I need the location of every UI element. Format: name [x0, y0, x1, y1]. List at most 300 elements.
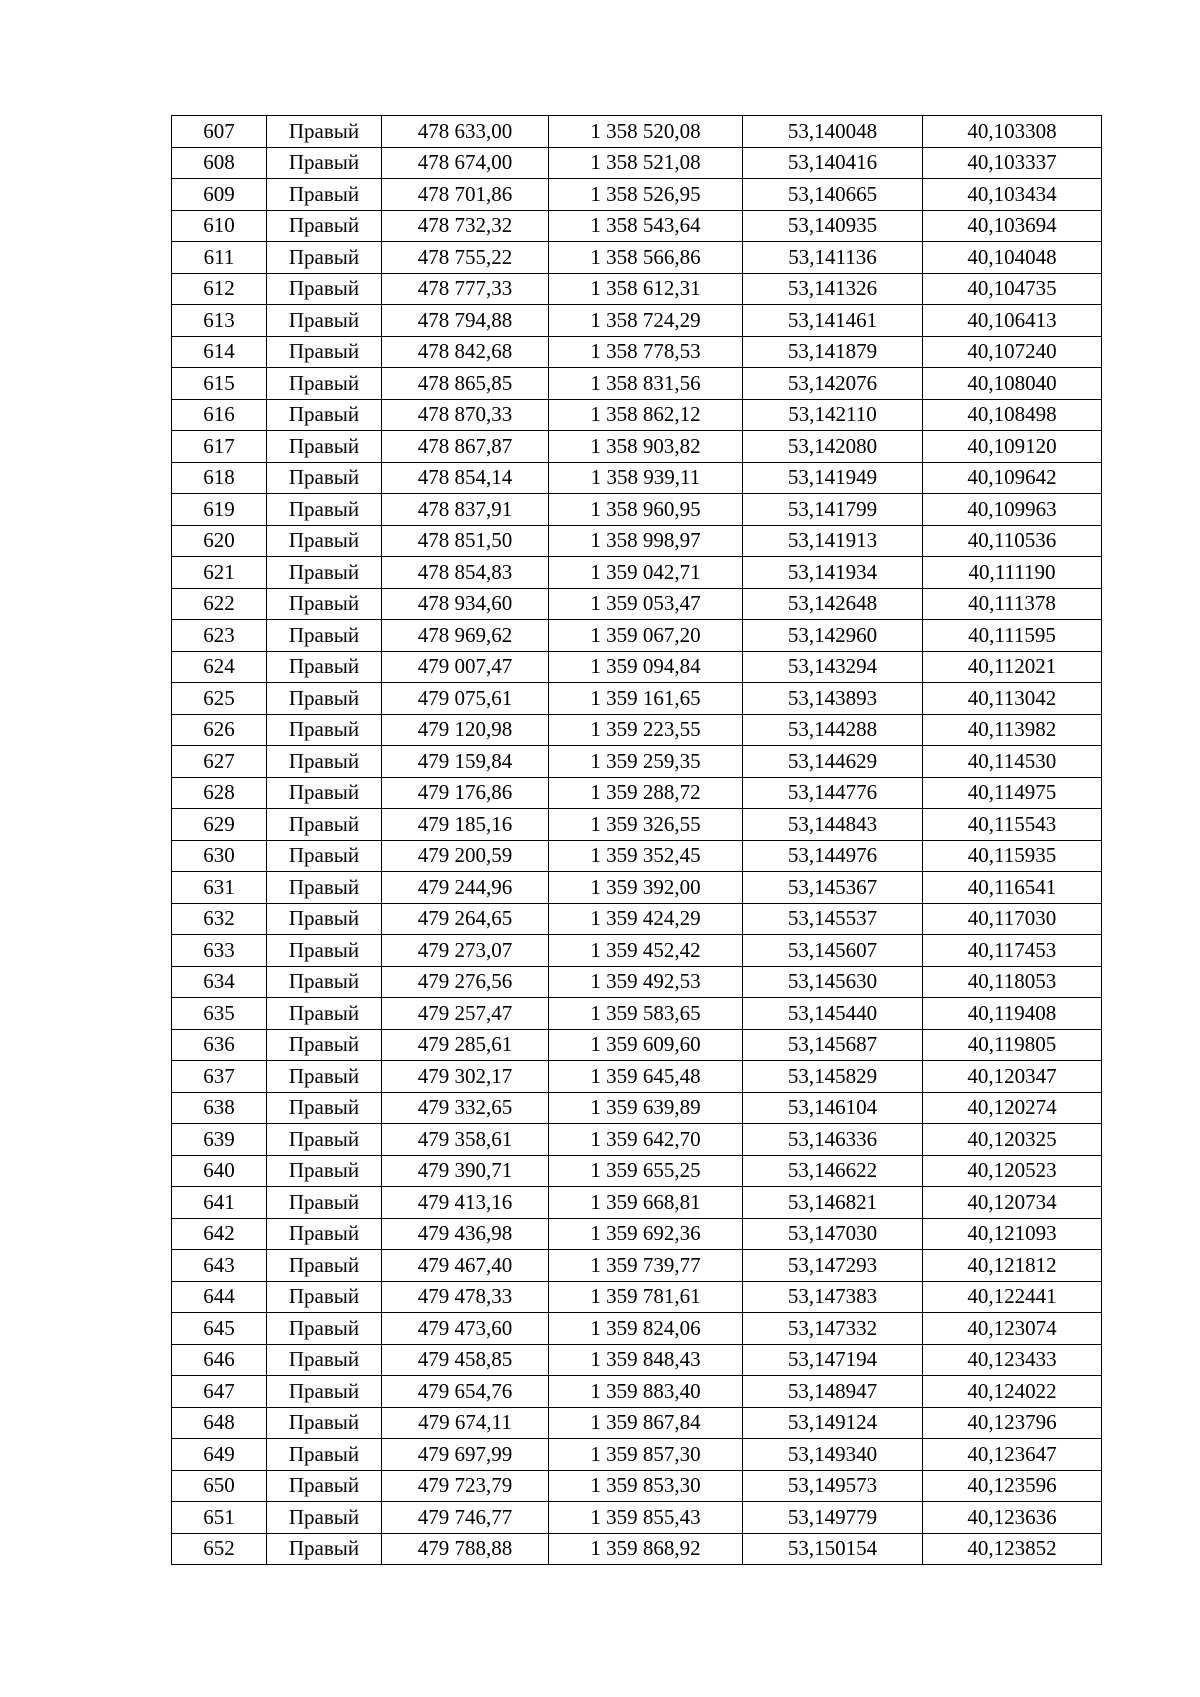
x-coordinate-cell: 479 788,88	[382, 1533, 549, 1565]
longitude-cell: 40,112021	[923, 651, 1102, 683]
table-row	[172, 147, 1102, 179]
latitude-cell: 53,146821	[743, 1187, 923, 1219]
point-number-cell: 635	[172, 998, 267, 1030]
table-row	[172, 620, 1102, 652]
y-coordinate-cell: 1 359 868,92	[549, 1533, 743, 1565]
side-cell: Правый	[267, 1313, 382, 1345]
longitude-cell: 40,111595	[923, 620, 1102, 652]
side-cell: Правый	[267, 1376, 382, 1408]
y-coordinate-cell: 1 359 326,55	[549, 809, 743, 841]
point-number-cell: 640	[172, 1155, 267, 1187]
point-number-cell: 615	[172, 368, 267, 400]
table-row	[172, 431, 1102, 463]
y-coordinate-cell: 1 359 609,60	[549, 1029, 743, 1061]
y-coordinate-cell: 1 359 042,71	[549, 557, 743, 589]
table-row	[172, 242, 1102, 274]
x-coordinate-cell: 478 865,85	[382, 368, 549, 400]
longitude-cell: 40,107240	[923, 336, 1102, 368]
y-coordinate-cell: 1 359 867,84	[549, 1407, 743, 1439]
latitude-cell: 53,149573	[743, 1470, 923, 1502]
latitude-cell: 53,147383	[743, 1281, 923, 1313]
side-cell: Правый	[267, 147, 382, 179]
coordinates-table	[171, 115, 1102, 1565]
longitude-cell: 40,108498	[923, 399, 1102, 431]
longitude-cell: 40,120734	[923, 1187, 1102, 1219]
x-coordinate-cell: 478 633,00	[382, 116, 549, 148]
longitude-cell: 40,108040	[923, 368, 1102, 400]
longitude-cell: 40,123636	[923, 1502, 1102, 1534]
latitude-cell: 53,149779	[743, 1502, 923, 1534]
latitude-cell: 53,145829	[743, 1061, 923, 1093]
coordinates-table-body	[172, 116, 1102, 1565]
side-cell: Правый	[267, 966, 382, 998]
point-number-cell: 650	[172, 1470, 267, 1502]
table-row	[172, 305, 1102, 337]
longitude-cell: 40,121093	[923, 1218, 1102, 1250]
point-number-cell: 611	[172, 242, 267, 274]
table-row	[172, 683, 1102, 715]
y-coordinate-cell: 1 359 855,43	[549, 1502, 743, 1534]
point-number-cell: 625	[172, 683, 267, 715]
y-coordinate-cell: 1 358 939,11	[549, 462, 743, 494]
y-coordinate-cell: 1 359 739,77	[549, 1250, 743, 1282]
longitude-cell: 40,120347	[923, 1061, 1102, 1093]
point-number-cell: 645	[172, 1313, 267, 1345]
latitude-cell: 53,142080	[743, 431, 923, 463]
x-coordinate-cell: 479 185,16	[382, 809, 549, 841]
table-row	[172, 116, 1102, 148]
y-coordinate-cell: 1 359 053,47	[549, 588, 743, 620]
side-cell: Правый	[267, 242, 382, 274]
y-coordinate-cell: 1 358 998,97	[549, 525, 743, 557]
table-row	[172, 1061, 1102, 1093]
x-coordinate-cell: 479 075,61	[382, 683, 549, 715]
latitude-cell: 53,146336	[743, 1124, 923, 1156]
longitude-cell: 40,104048	[923, 242, 1102, 274]
y-coordinate-cell: 1 359 642,70	[549, 1124, 743, 1156]
y-coordinate-cell: 1 359 259,35	[549, 746, 743, 778]
side-cell: Правый	[267, 1344, 382, 1376]
latitude-cell: 53,149124	[743, 1407, 923, 1439]
point-number-cell: 622	[172, 588, 267, 620]
table-row	[172, 1344, 1102, 1376]
longitude-cell: 40,119408	[923, 998, 1102, 1030]
y-coordinate-cell: 1 359 883,40	[549, 1376, 743, 1408]
longitude-cell: 40,122441	[923, 1281, 1102, 1313]
longitude-cell: 40,120523	[923, 1155, 1102, 1187]
point-number-cell: 636	[172, 1029, 267, 1061]
x-coordinate-cell: 479 276,56	[382, 966, 549, 998]
latitude-cell: 53,141799	[743, 494, 923, 526]
table-row	[172, 368, 1102, 400]
point-number-cell: 616	[172, 399, 267, 431]
latitude-cell: 53,144288	[743, 714, 923, 746]
point-number-cell: 632	[172, 903, 267, 935]
table-row	[172, 1029, 1102, 1061]
side-cell: Правый	[267, 840, 382, 872]
point-number-cell: 619	[172, 494, 267, 526]
x-coordinate-cell: 479 697,99	[382, 1439, 549, 1471]
side-cell: Правый	[267, 179, 382, 211]
table-row	[172, 210, 1102, 242]
x-coordinate-cell: 478 867,87	[382, 431, 549, 463]
latitude-cell: 53,140048	[743, 116, 923, 148]
point-number-cell: 609	[172, 179, 267, 211]
x-coordinate-cell: 478 732,32	[382, 210, 549, 242]
side-cell: Правый	[267, 431, 382, 463]
latitude-cell: 53,142076	[743, 368, 923, 400]
latitude-cell: 53,146622	[743, 1155, 923, 1187]
longitude-cell: 40,109120	[923, 431, 1102, 463]
point-number-cell: 629	[172, 809, 267, 841]
latitude-cell: 53,140416	[743, 147, 923, 179]
side-cell: Правый	[267, 935, 382, 967]
table-row	[172, 1092, 1102, 1124]
latitude-cell: 53,142960	[743, 620, 923, 652]
latitude-cell: 53,145630	[743, 966, 923, 998]
side-cell: Правый	[267, 1061, 382, 1093]
point-number-cell: 607	[172, 116, 267, 148]
table-row	[172, 494, 1102, 526]
y-coordinate-cell: 1 359 223,55	[549, 714, 743, 746]
latitude-cell: 53,145537	[743, 903, 923, 935]
y-coordinate-cell: 1 358 862,12	[549, 399, 743, 431]
table-row	[172, 179, 1102, 211]
point-number-cell: 627	[172, 746, 267, 778]
latitude-cell: 53,141949	[743, 462, 923, 494]
latitude-cell: 53,143294	[743, 651, 923, 683]
side-cell: Правый	[267, 273, 382, 305]
longitude-cell: 40,120325	[923, 1124, 1102, 1156]
point-number-cell: 626	[172, 714, 267, 746]
side-cell: Правый	[267, 903, 382, 935]
side-cell: Правый	[267, 1250, 382, 1282]
table-row	[172, 872, 1102, 904]
side-cell: Правый	[267, 1155, 382, 1187]
latitude-cell: 53,140935	[743, 210, 923, 242]
latitude-cell: 53,145687	[743, 1029, 923, 1061]
longitude-cell: 40,111190	[923, 557, 1102, 589]
latitude-cell: 53,141934	[743, 557, 923, 589]
table-row	[172, 399, 1102, 431]
y-coordinate-cell: 1 359 583,65	[549, 998, 743, 1030]
longitude-cell: 40,115543	[923, 809, 1102, 841]
y-coordinate-cell: 1 359 492,53	[549, 966, 743, 998]
y-coordinate-cell: 1 359 288,72	[549, 777, 743, 809]
point-number-cell: 649	[172, 1439, 267, 1471]
latitude-cell: 53,146104	[743, 1092, 923, 1124]
x-coordinate-cell: 479 332,65	[382, 1092, 549, 1124]
x-coordinate-cell: 479 473,60	[382, 1313, 549, 1345]
side-cell: Правый	[267, 1218, 382, 1250]
table-row	[172, 557, 1102, 589]
side-cell: Правый	[267, 1029, 382, 1061]
point-number-cell: 614	[172, 336, 267, 368]
point-number-cell: 613	[172, 305, 267, 337]
side-cell: Правый	[267, 525, 382, 557]
y-coordinate-cell: 1 359 853,30	[549, 1470, 743, 1502]
y-coordinate-cell: 1 359 424,29	[549, 903, 743, 935]
point-number-cell: 638	[172, 1092, 267, 1124]
side-cell: Правый	[267, 1187, 382, 1219]
y-coordinate-cell: 1 359 668,81	[549, 1187, 743, 1219]
x-coordinate-cell: 478 777,33	[382, 273, 549, 305]
y-coordinate-cell: 1 359 067,20	[549, 620, 743, 652]
longitude-cell: 40,113042	[923, 683, 1102, 715]
table-row	[172, 1250, 1102, 1282]
point-number-cell: 639	[172, 1124, 267, 1156]
y-coordinate-cell: 1 359 781,61	[549, 1281, 743, 1313]
side-cell: Правый	[267, 1533, 382, 1565]
y-coordinate-cell: 1 359 639,89	[549, 1092, 743, 1124]
point-number-cell: 618	[172, 462, 267, 494]
side-cell: Правый	[267, 494, 382, 526]
side-cell: Правый	[267, 1502, 382, 1534]
longitude-cell: 40,123074	[923, 1313, 1102, 1345]
longitude-cell: 40,123852	[923, 1533, 1102, 1565]
point-number-cell: 637	[172, 1061, 267, 1093]
table-row	[172, 1470, 1102, 1502]
x-coordinate-cell: 479 200,59	[382, 840, 549, 872]
side-cell: Правый	[267, 1124, 382, 1156]
x-coordinate-cell: 479 159,84	[382, 746, 549, 778]
longitude-cell: 40,116541	[923, 872, 1102, 904]
longitude-cell: 40,103434	[923, 179, 1102, 211]
side-cell: Правый	[267, 462, 382, 494]
x-coordinate-cell: 479 302,17	[382, 1061, 549, 1093]
side-cell: Правый	[267, 651, 382, 683]
side-cell: Правый	[267, 368, 382, 400]
table-row	[172, 809, 1102, 841]
longitude-cell: 40,106413	[923, 305, 1102, 337]
y-coordinate-cell: 1 358 612,31	[549, 273, 743, 305]
longitude-cell: 40,123647	[923, 1439, 1102, 1471]
x-coordinate-cell: 478 701,86	[382, 179, 549, 211]
side-cell: Правый	[267, 1470, 382, 1502]
x-coordinate-cell: 479 273,07	[382, 935, 549, 967]
y-coordinate-cell: 1 359 692,36	[549, 1218, 743, 1250]
x-coordinate-cell: 479 285,61	[382, 1029, 549, 1061]
table-row	[172, 588, 1102, 620]
y-coordinate-cell: 1 358 543,64	[549, 210, 743, 242]
latitude-cell: 53,144843	[743, 809, 923, 841]
side-cell: Правый	[267, 683, 382, 715]
table-row	[172, 462, 1102, 494]
x-coordinate-cell: 479 257,47	[382, 998, 549, 1030]
latitude-cell: 53,140665	[743, 179, 923, 211]
longitude-cell: 40,121812	[923, 1250, 1102, 1282]
latitude-cell: 53,145440	[743, 998, 923, 1030]
point-number-cell: 617	[172, 431, 267, 463]
y-coordinate-cell: 1 359 094,84	[549, 651, 743, 683]
y-coordinate-cell: 1 359 857,30	[549, 1439, 743, 1471]
side-cell: Правый	[267, 746, 382, 778]
longitude-cell: 40,109642	[923, 462, 1102, 494]
longitude-cell: 40,123796	[923, 1407, 1102, 1439]
table-row	[172, 840, 1102, 872]
point-number-cell: 608	[172, 147, 267, 179]
x-coordinate-cell: 478 842,68	[382, 336, 549, 368]
x-coordinate-cell: 479 723,79	[382, 1470, 549, 1502]
point-number-cell: 651	[172, 1502, 267, 1534]
x-coordinate-cell: 478 794,88	[382, 305, 549, 337]
point-number-cell: 634	[172, 966, 267, 998]
latitude-cell: 53,141326	[743, 273, 923, 305]
table-row	[172, 1376, 1102, 1408]
longitude-cell: 40,111378	[923, 588, 1102, 620]
point-number-cell: 633	[172, 935, 267, 967]
x-coordinate-cell: 479 467,40	[382, 1250, 549, 1282]
latitude-cell: 53,141461	[743, 305, 923, 337]
x-coordinate-cell: 479 007,47	[382, 651, 549, 683]
latitude-cell: 53,142648	[743, 588, 923, 620]
y-coordinate-cell: 1 359 824,06	[549, 1313, 743, 1345]
y-coordinate-cell: 1 358 520,08	[549, 116, 743, 148]
side-cell: Правый	[267, 998, 382, 1030]
latitude-cell: 53,144776	[743, 777, 923, 809]
x-coordinate-cell: 479 478,33	[382, 1281, 549, 1313]
table-row	[172, 1124, 1102, 1156]
latitude-cell: 53,143893	[743, 683, 923, 715]
longitude-cell: 40,119805	[923, 1029, 1102, 1061]
y-coordinate-cell: 1 359 655,25	[549, 1155, 743, 1187]
point-number-cell: 610	[172, 210, 267, 242]
point-number-cell: 646	[172, 1344, 267, 1376]
table-row	[172, 903, 1102, 935]
longitude-cell: 40,120274	[923, 1092, 1102, 1124]
latitude-cell: 53,144629	[743, 746, 923, 778]
point-number-cell: 631	[172, 872, 267, 904]
x-coordinate-cell: 479 746,77	[382, 1502, 549, 1534]
point-number-cell: 641	[172, 1187, 267, 1219]
longitude-cell: 40,117453	[923, 935, 1102, 967]
side-cell: Правый	[267, 336, 382, 368]
x-coordinate-cell: 479 390,71	[382, 1155, 549, 1187]
latitude-cell: 53,147293	[743, 1250, 923, 1282]
table-row	[172, 1155, 1102, 1187]
side-cell: Правый	[267, 1092, 382, 1124]
x-coordinate-cell: 479 244,96	[382, 872, 549, 904]
point-number-cell: 628	[172, 777, 267, 809]
table-row	[172, 935, 1102, 967]
longitude-cell: 40,123433	[923, 1344, 1102, 1376]
latitude-cell: 53,145607	[743, 935, 923, 967]
side-cell: Правый	[267, 557, 382, 589]
y-coordinate-cell: 1 359 848,43	[549, 1344, 743, 1376]
latitude-cell: 53,150154	[743, 1533, 923, 1565]
point-number-cell: 620	[172, 525, 267, 557]
longitude-cell: 40,103694	[923, 210, 1102, 242]
table-row	[172, 1407, 1102, 1439]
y-coordinate-cell: 1 358 778,53	[549, 336, 743, 368]
point-number-cell: 643	[172, 1250, 267, 1282]
table-row	[172, 1187, 1102, 1219]
x-coordinate-cell: 478 854,83	[382, 557, 549, 589]
side-cell: Правый	[267, 777, 382, 809]
table-row	[172, 336, 1102, 368]
side-cell: Правый	[267, 809, 382, 841]
y-coordinate-cell: 1 359 392,00	[549, 872, 743, 904]
table-row	[172, 273, 1102, 305]
x-coordinate-cell: 478 851,50	[382, 525, 549, 557]
latitude-cell: 53,147332	[743, 1313, 923, 1345]
point-number-cell: 612	[172, 273, 267, 305]
side-cell: Правый	[267, 588, 382, 620]
x-coordinate-cell: 479 358,61	[382, 1124, 549, 1156]
table-row	[172, 714, 1102, 746]
latitude-cell: 53,147194	[743, 1344, 923, 1376]
x-coordinate-cell: 479 654,76	[382, 1376, 549, 1408]
longitude-cell: 40,124022	[923, 1376, 1102, 1408]
y-coordinate-cell: 1 359 645,48	[549, 1061, 743, 1093]
y-coordinate-cell: 1 358 960,95	[549, 494, 743, 526]
latitude-cell: 53,147030	[743, 1218, 923, 1250]
table-row	[172, 1218, 1102, 1250]
x-coordinate-cell: 478 837,91	[382, 494, 549, 526]
longitude-cell: 40,103308	[923, 116, 1102, 148]
side-cell: Правый	[267, 116, 382, 148]
longitude-cell: 40,110536	[923, 525, 1102, 557]
side-cell: Правый	[267, 399, 382, 431]
longitude-cell: 40,103337	[923, 147, 1102, 179]
longitude-cell: 40,114530	[923, 746, 1102, 778]
longitude-cell: 40,118053	[923, 966, 1102, 998]
x-coordinate-cell: 478 674,00	[382, 147, 549, 179]
y-coordinate-cell: 1 358 521,08	[549, 147, 743, 179]
longitude-cell: 40,109963	[923, 494, 1102, 526]
table-row	[172, 1533, 1102, 1565]
x-coordinate-cell: 479 674,11	[382, 1407, 549, 1439]
latitude-cell: 53,141136	[743, 242, 923, 274]
latitude-cell: 53,144976	[743, 840, 923, 872]
side-cell: Правый	[267, 872, 382, 904]
y-coordinate-cell: 1 358 566,86	[549, 242, 743, 274]
point-number-cell: 630	[172, 840, 267, 872]
table-row	[172, 746, 1102, 778]
x-coordinate-cell: 478 755,22	[382, 242, 549, 274]
side-cell: Правый	[267, 305, 382, 337]
x-coordinate-cell: 478 854,14	[382, 462, 549, 494]
side-cell: Правый	[267, 1281, 382, 1313]
latitude-cell: 53,145367	[743, 872, 923, 904]
longitude-cell: 40,104735	[923, 273, 1102, 305]
x-coordinate-cell: 478 969,62	[382, 620, 549, 652]
y-coordinate-cell: 1 358 903,82	[549, 431, 743, 463]
table-row	[172, 998, 1102, 1030]
y-coordinate-cell: 1 359 161,65	[549, 683, 743, 715]
longitude-cell: 40,123596	[923, 1470, 1102, 1502]
point-number-cell: 642	[172, 1218, 267, 1250]
longitude-cell: 40,114975	[923, 777, 1102, 809]
point-number-cell: 644	[172, 1281, 267, 1313]
x-coordinate-cell: 479 120,98	[382, 714, 549, 746]
point-number-cell: 623	[172, 620, 267, 652]
longitude-cell: 40,115935	[923, 840, 1102, 872]
x-coordinate-cell: 479 264,65	[382, 903, 549, 935]
side-cell: Правый	[267, 714, 382, 746]
y-coordinate-cell: 1 359 352,45	[549, 840, 743, 872]
table-row	[172, 1502, 1102, 1534]
longitude-cell: 40,113982	[923, 714, 1102, 746]
x-coordinate-cell: 479 176,86	[382, 777, 549, 809]
y-coordinate-cell: 1 358 831,56	[549, 368, 743, 400]
y-coordinate-cell: 1 358 724,29	[549, 305, 743, 337]
table-row	[172, 525, 1102, 557]
table-row	[172, 966, 1102, 998]
y-coordinate-cell: 1 359 452,42	[549, 935, 743, 967]
side-cell: Правый	[267, 620, 382, 652]
table-row	[172, 651, 1102, 683]
